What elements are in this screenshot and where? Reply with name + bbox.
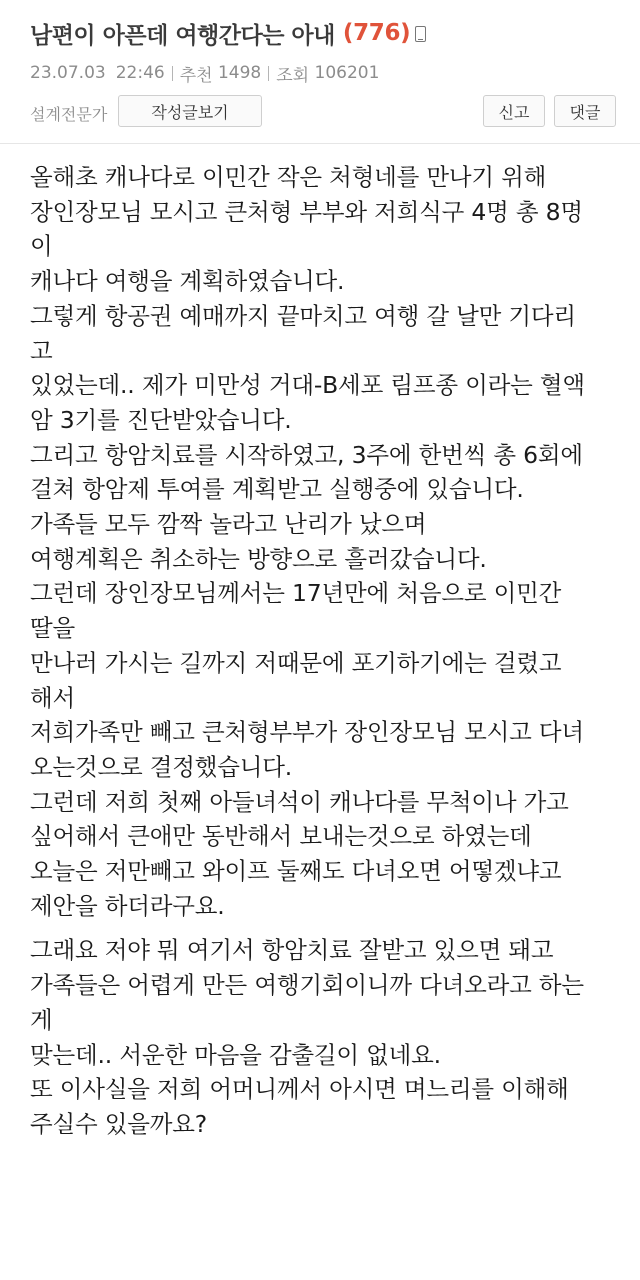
body-line: 그리고 항암치료를 시작하였고, 3주에 한번씩 총 6회에 bbox=[30, 440, 583, 469]
paragraph-1 bbox=[30, 160, 620, 923]
views-count: 106201 bbox=[314, 63, 380, 83]
body-line: 오늘은 저만빼고 와이프 둘째도 다녀오면 어떻겠냐고 bbox=[30, 857, 562, 886]
comment-count[interactable]: (776) bbox=[342, 20, 411, 46]
meta-divider bbox=[268, 66, 269, 81]
recommend-count: 1498 bbox=[217, 63, 262, 83]
post-meta bbox=[30, 60, 379, 86]
post-time: 22:46 bbox=[115, 63, 165, 83]
view-posts-button[interactable]: 작성글보기 bbox=[118, 95, 262, 127]
mobile-icon bbox=[415, 26, 426, 42]
body-line: 그렇게 항공권 예매까지 끝마치고 여행 갈 날만 기다리 bbox=[30, 301, 576, 330]
body-line: 제안을 하더라구요. bbox=[30, 891, 225, 920]
body-line: 또 이사실을 저희 어머니께서 아시면 며느리를 이해해 bbox=[30, 1075, 569, 1104]
body-line: 해서 bbox=[30, 683, 76, 712]
body-line: 그런데 장인장모님께서는 17년만에 처음으로 이민간 bbox=[30, 579, 562, 608]
body-line: 올해초 캐나다로 이민간 작은 처형네를 만나기 위해 bbox=[30, 163, 547, 191]
body-line: 저희가족만 빼고 큰처형부부가 장인장모님 모시고 다녀 bbox=[30, 718, 584, 747]
body-line: 가족들 모두 깜짝 놀라고 난리가 났으며 bbox=[30, 510, 427, 539]
body-line: 맞는데.. 서운한 마음을 감출길이 없네요. bbox=[30, 1040, 441, 1069]
body-line: 여행계획은 취소하는 방향으로 흘러갔습니다. bbox=[30, 544, 487, 573]
header-divider bbox=[0, 143, 640, 144]
paragraph-2 bbox=[30, 933, 620, 1141]
meta-divider bbox=[172, 66, 173, 81]
body-line: 그래요 저야 뭐 여기서 항암치료 잘받고 있으면 돼고 bbox=[30, 936, 554, 965]
author-row bbox=[30, 95, 615, 129]
report-button[interactable]: 신고 bbox=[483, 95, 545, 127]
body-line: 딸을 bbox=[30, 614, 76, 643]
body-line: 고 bbox=[30, 336, 53, 365]
body-line: 주실수 있을까요? bbox=[30, 1109, 208, 1138]
paragraph-spacer bbox=[30, 923, 620, 933]
post-header bbox=[0, 0, 640, 143]
body-line: 가족들은 어렵게 만든 여행기회이니까 다녀오라고 하는 bbox=[30, 971, 584, 1000]
post-body bbox=[30, 160, 620, 1142]
recommend-label: 추천 bbox=[179, 65, 213, 86]
body-line: 싶어해서 큰애만 동반해서 보내는것으로 하였는데 bbox=[30, 822, 532, 851]
body-line: 장인장모님 모시고 큰처형 부부와 저희식구 4명 총 8명 bbox=[30, 197, 583, 226]
body-line: 걸쳐 항암제 투여를 계획받고 실행중에 있습니다. bbox=[30, 475, 524, 504]
body-line: 암 3기를 진단받았습니다. bbox=[30, 405, 292, 434]
reply-button[interactable]: 댓글 bbox=[554, 95, 616, 127]
body-line: 캐나다 여행을 계획하였습니다. bbox=[30, 267, 345, 296]
body-line: 게 bbox=[30, 1005, 53, 1034]
body-line: 만나러 가시는 길까지 저때문에 포기하기에는 걸렸고 bbox=[30, 648, 562, 677]
body-line: 오는것으로 결정했습니다. bbox=[30, 752, 293, 781]
body-line: 그런데 저희 첫째 아들녀석이 캐나다를 무척이나 가고 bbox=[30, 787, 569, 816]
body-line: 있었는데.. 제가 미만성 거대-B세포 림프종 이라는 혈액 bbox=[30, 371, 585, 400]
author-name[interactable]: 설계전문가 bbox=[30, 105, 108, 124]
views-label: 조회 bbox=[276, 65, 310, 86]
post-date: 23.07.03 bbox=[30, 63, 106, 83]
title-row bbox=[30, 16, 426, 50]
body-line: 이 bbox=[30, 232, 53, 261]
post-title: 남편이 아픈데 여행간다는 아내 bbox=[30, 22, 335, 49]
